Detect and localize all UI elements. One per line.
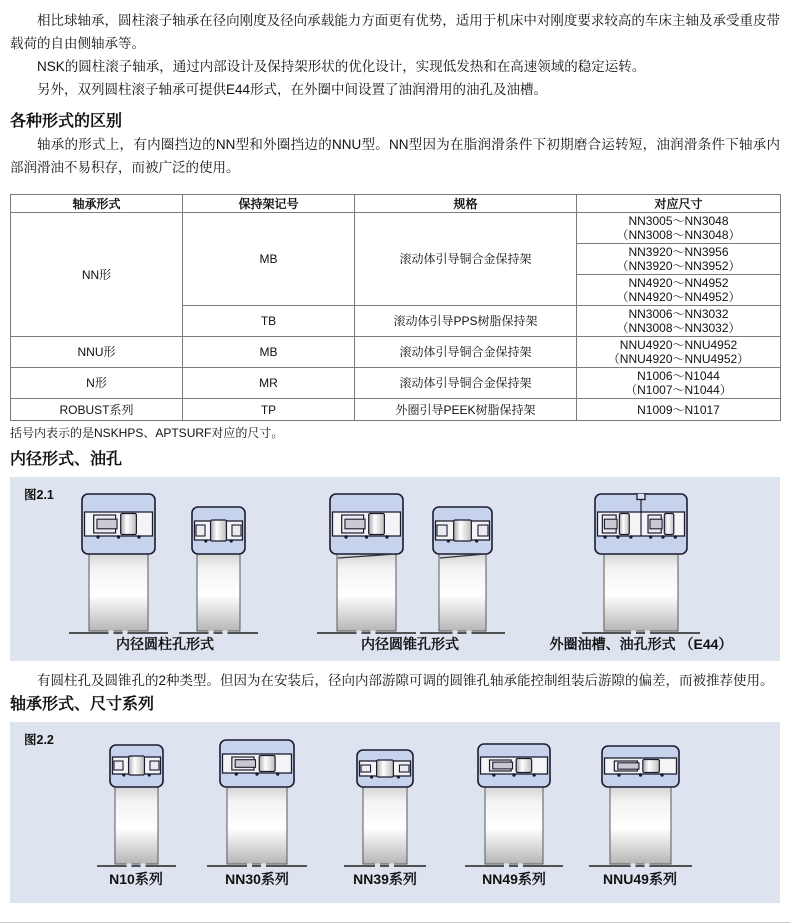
size-alt: （NN3008～NN3048） [616,228,741,242]
bearing-diagram-nn39 [343,749,427,868]
bearing-diagram-nn30 [206,739,308,868]
bearing-diagram-cylindrical-small [178,506,259,635]
size-main: NN3006～NN3032 [628,307,729,321]
header-cage-symbol: 保持架记号 [183,195,355,213]
cell-size [577,368,781,399]
bearing-diagram-tapered-small [419,506,506,635]
cell-cage-tb: TB [183,306,355,337]
size-alt: （NN3008～NN3032） [616,321,741,335]
series-caption-nn39: NN39系列 [353,871,417,887]
bearing-spec-table [10,194,781,421]
table-row [11,337,781,368]
size-main: NN3005～NN3048 [628,214,729,228]
figure-2-1-label: 图2.1 [24,488,54,502]
cell-form-robust: ROBUST系列 [11,399,183,421]
header-size-range: 对应尺寸 [577,195,781,213]
cell-cage-tp: TP [183,399,355,421]
header-spec: 规格 [355,195,577,213]
figure-caption-e44: 外圈油槽、油孔形式 （E44） [549,636,733,652]
intro-paragraph-3: 另外，双列圆柱滚子轴承可提供E44形式，在外圈中间设置了油润滑用的油孔及油槽。 [37,82,548,97]
cell-size [577,337,781,368]
bearing-diagram-cylindrical-large [68,493,169,635]
paragraph-forms: 轴承的形式上，有内圈挡边的NN型和外圈挡边的NNU型。NN型因为在脂润滑条件下初期磨合运转短，油润滑条件下轴承内部润滑油不易积存，而被广泛的使用。 [10,137,780,175]
cell-size [577,306,781,337]
table-row [11,399,781,421]
bearing-diagram-tapered-large [316,493,417,635]
figure-caption-tapered: 内径圆锥孔形式 [361,636,459,652]
cell-size [577,275,781,306]
size-main: NN4920～NN4952 [628,276,729,290]
bearing-diagram-nn49 [464,743,564,868]
size-main: NN3920～NN3956 [628,245,729,259]
cell-size [577,213,781,244]
cell-form-n: N形 [11,368,183,399]
cell-spec-copper3: 滚动体引导铜合金保持架 [355,368,577,399]
page-bottom-rule [0,922,790,923]
cell-spec-peek: 外圈引导PEEK树脂保持架 [355,399,577,421]
cell-spec-pps: 滚动体引导PPS树脂保持架 [355,306,577,337]
size-alt: （NNU4920～NNU4952） [607,352,750,366]
bearing-diagram-nnu49 [588,745,693,868]
series-caption-nn30: NN30系列 [225,871,289,887]
figure-2-1 [10,477,780,661]
intro-paragraph-2: NSK的圆柱滚子轴承，通过内部设计及保持架形状的优化设计，实现低发热和在高速领域的稳定运转。 [37,59,646,74]
section-heading-bore: 内径形式、油孔 [10,451,123,468]
cell-spec-copper: 滚动体引导铜合金保持架 [355,213,577,306]
size-alt: （NN3920～NN3952） [616,259,741,273]
size-alt: （N1007～N1044） [625,383,732,397]
table-row [11,213,781,244]
size-main: NNU4920～NNU4952 [619,338,738,352]
section-heading-series: 轴承形式、尺寸系列 [10,696,155,713]
figure-2-2 [10,722,780,903]
figure-caption-cylindrical: 内径圆柱孔形式 [116,636,214,652]
cell-cage-mb: MB [183,213,355,306]
table-row [11,368,781,399]
size-main: N1006～N1044 [637,369,720,383]
table-footnote: 括号内表示的是NSKHPS、APTSURF对应的尺寸。 [10,426,284,440]
bearing-diagram-n10 [96,744,177,868]
header-bearing-form: 轴承形式 [11,195,183,213]
cell-cage-mb2: MB [183,337,355,368]
size-alt: （NN4920～NN4952） [616,290,741,304]
cell-spec-copper2: 滚动体引导铜合金保持架 [355,337,577,368]
cell-size [577,244,781,275]
cell-size: N1009～N1017 [577,399,781,421]
cell-form-nn: NN形 [11,213,183,337]
cell-form-nnu: NNU形 [11,337,183,368]
figure-2-2-label: 图2.2 [24,733,54,747]
section-heading-forms: 各种形式的区别 [10,113,123,130]
paragraph-bore-types: 有圆柱孔及圆锥孔的2种类型。但因为在安装后，径向内部游隙可调的圆锥孔轴承能控制组装后游隙的偏差，而被推荐使用。 [37,673,774,688]
cell-cage-mr: MR [183,368,355,399]
intro-paragraph-1: 相比球轴承，圆柱滚子轴承在径向刚度及径向承载能力方面更有优势，适用于机床中对刚度要求较高的车床主轴及承受重皮带载荷的自由侧轴承等。 [10,13,780,51]
series-caption-nnu49: NNU49系列 [603,871,677,887]
series-caption-nn49: NN49系列 [482,871,546,887]
series-caption-n10: N10系列 [109,871,163,887]
table-header-row [11,195,781,213]
bearing-diagram-e44 [581,493,701,635]
